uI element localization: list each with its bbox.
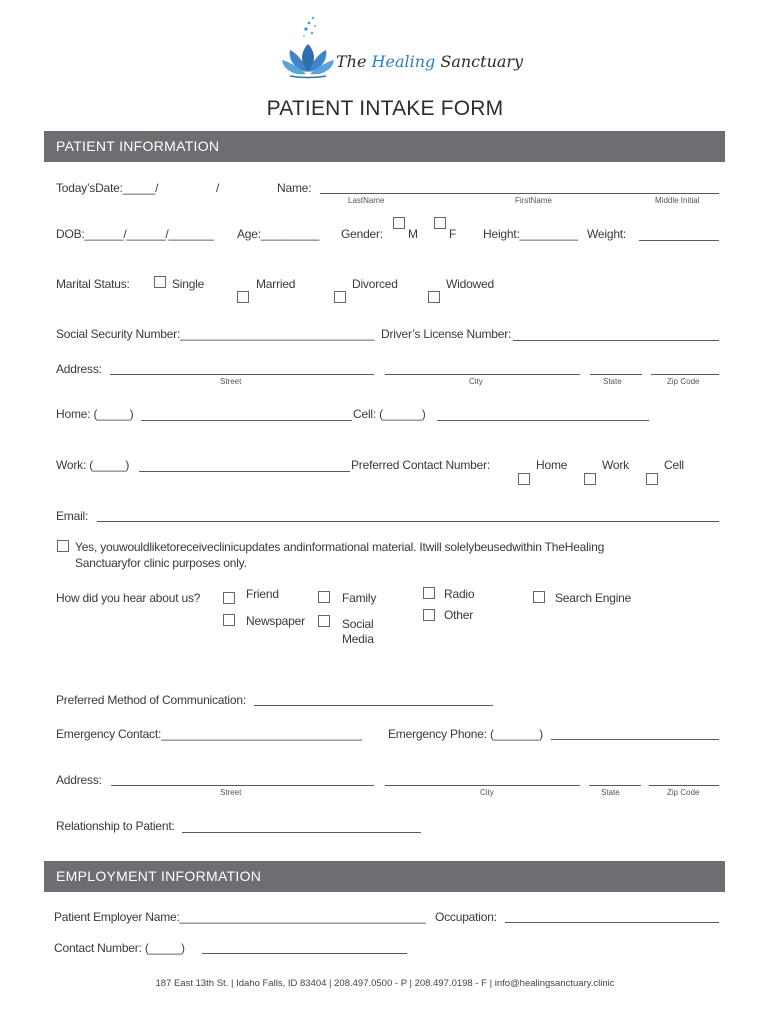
widowed-checkbox[interactable] xyxy=(428,291,440,303)
pc-cell-label: Cell xyxy=(664,458,684,472)
zip2-field[interactable] xyxy=(649,785,719,786)
weight-field[interactable] xyxy=(639,240,719,241)
employer-name-field[interactable]: Patient Employer Name:______________________________________ xyxy=(54,910,426,924)
updates-line1: Yes, youwouldliketoreceiveclinicupdates andinformational material. Itwill solelybeusedwithin TheHealing xyxy=(75,540,605,554)
newspaper-label: Newspaper xyxy=(246,614,305,628)
middle-initial-caption: Middle Initial xyxy=(655,196,700,205)
email-field[interactable] xyxy=(97,521,719,522)
dob-field[interactable]: DOB:______/______/_______ xyxy=(56,227,214,241)
street2-field[interactable] xyxy=(111,785,374,786)
occupation-label: Occupation: xyxy=(435,910,497,924)
pref-method-field[interactable] xyxy=(254,705,493,706)
drivers-license-field[interactable] xyxy=(513,340,719,341)
family-checkbox[interactable] xyxy=(318,591,330,603)
address-label: Address: xyxy=(56,362,102,376)
pc-work-checkbox[interactable] xyxy=(584,473,596,485)
home-phone-label: Home: (_____) xyxy=(56,407,134,421)
zip2-caption: Zip Code xyxy=(667,788,700,797)
pc-home-label: Home xyxy=(536,458,568,472)
logo xyxy=(280,14,524,80)
pc-work-label: Work xyxy=(602,458,629,472)
height-field[interactable]: Height:_________ xyxy=(483,227,578,241)
last-name-caption: LastName xyxy=(348,196,385,205)
married-label: Married xyxy=(256,277,296,291)
zip-field[interactable] xyxy=(651,374,719,375)
lotus-logo-icon xyxy=(280,14,336,80)
email-label: Email: xyxy=(56,509,89,523)
other-checkbox[interactable] xyxy=(423,609,435,621)
todays-date-label: Today’sDate:_____/ xyxy=(56,181,159,195)
gender-m-label: M xyxy=(408,227,418,241)
brand-the: The xyxy=(336,52,372,71)
single-checkbox[interactable] xyxy=(154,276,166,288)
hear-about-label: How did you hear about us? xyxy=(56,591,201,605)
cell-phone-field[interactable] xyxy=(437,420,649,421)
drivers-license-label: Driver’s License Number: xyxy=(381,327,512,341)
search-engine-checkbox[interactable] xyxy=(533,591,545,603)
gender-label: Gender: xyxy=(341,227,383,241)
page-title: PATIENT INTAKE FORM xyxy=(266,97,504,120)
radio-label: Radio xyxy=(444,587,475,601)
gender-m-checkbox[interactable] xyxy=(393,217,405,229)
street-caption: Street xyxy=(220,377,242,386)
family-label: Family xyxy=(342,591,377,605)
patient-info-header: PATIENT INFORMATION xyxy=(44,131,725,162)
divorced-checkbox[interactable] xyxy=(334,291,346,303)
friend-checkbox[interactable] xyxy=(223,592,235,604)
relationship-field[interactable] xyxy=(182,832,421,833)
home-phone-field[interactable] xyxy=(141,420,352,421)
age-field[interactable]: Age:_________ xyxy=(237,227,320,241)
employment-info-header: EMPLOYMENT INFORMATION xyxy=(44,861,725,892)
occupation-field[interactable] xyxy=(505,922,719,923)
gender-f-checkbox[interactable] xyxy=(434,217,446,229)
single-label: Single xyxy=(172,277,205,291)
city-caption: City xyxy=(469,377,483,386)
state2-field[interactable] xyxy=(589,785,641,786)
newspaper-checkbox[interactable] xyxy=(223,614,235,626)
footer-contact-info: 187 East 13th St. | Idaho Falls, ID 83404 | 208.497.0500 - P | 208.497.0198 - F | info@healingsanctuary.clinic xyxy=(155,978,615,989)
ssn-field[interactable]: Social Security Number:______________________________ xyxy=(56,327,375,341)
state-field[interactable] xyxy=(590,374,642,375)
radio-checkbox[interactable] xyxy=(423,587,435,599)
marital-status-label: Marital Status: xyxy=(56,277,130,291)
city-field[interactable] xyxy=(385,374,580,375)
friend-label: Friend xyxy=(246,587,279,601)
street-field[interactable] xyxy=(110,374,374,375)
emergency-phone-label: Emergency Phone: (_______) xyxy=(388,727,543,741)
relationship-label: Relationship to Patient: xyxy=(56,819,175,833)
updates-line2: Sanctuaryfor clinic purposes only. xyxy=(75,556,247,570)
state2-caption: State xyxy=(601,788,620,797)
pref-method-label: Preferred Method of Communication: xyxy=(56,693,246,707)
city2-field[interactable] xyxy=(385,785,580,786)
city2-caption: City xyxy=(480,788,494,797)
married-checkbox[interactable] xyxy=(237,291,249,303)
name-label: Name: xyxy=(277,181,312,195)
brand-name xyxy=(336,52,523,71)
work-phone-field[interactable] xyxy=(139,471,350,472)
weight-label: Weight: xyxy=(587,227,627,241)
pc-cell-checkbox[interactable] xyxy=(646,473,658,485)
work-phone-label: Work: (_____) xyxy=(56,458,130,472)
media-label: Media xyxy=(342,632,374,646)
name-field[interactable] xyxy=(320,193,719,194)
other-label: Other xyxy=(444,608,474,622)
gender-f-label: F xyxy=(449,227,457,241)
emergency-phone-field[interactable] xyxy=(551,739,719,740)
cell-phone-label: Cell: (______) xyxy=(353,407,426,421)
first-name-caption: FirstName xyxy=(515,196,552,205)
divorced-label: Divorced xyxy=(352,277,398,291)
emergency-contact-field[interactable]: Emergency Contact:_______________________________ xyxy=(56,727,362,741)
zip-caption: Zip Code xyxy=(667,377,700,386)
address2-label: Address: xyxy=(56,773,102,787)
brand-healing: Healing xyxy=(371,52,436,71)
widowed-label: Widowed xyxy=(446,277,494,291)
social-media-checkbox[interactable] xyxy=(318,615,330,627)
updates-checkbox[interactable] xyxy=(57,540,69,552)
street2-caption: Street xyxy=(220,788,242,797)
todays-date-sep: / xyxy=(216,181,220,195)
contact-number-label: Contact Number: (_____) xyxy=(54,941,185,955)
preferred-contact-label: Preferred Contact Number: xyxy=(351,458,491,472)
social-label: Social xyxy=(342,617,374,631)
contact-number-field[interactable] xyxy=(202,953,407,954)
pc-home-checkbox[interactable] xyxy=(518,473,530,485)
search-engine-label: Search Engine xyxy=(555,591,632,605)
state-caption: State xyxy=(603,377,622,386)
brand-sanctuary: Sanctuary xyxy=(435,52,524,71)
